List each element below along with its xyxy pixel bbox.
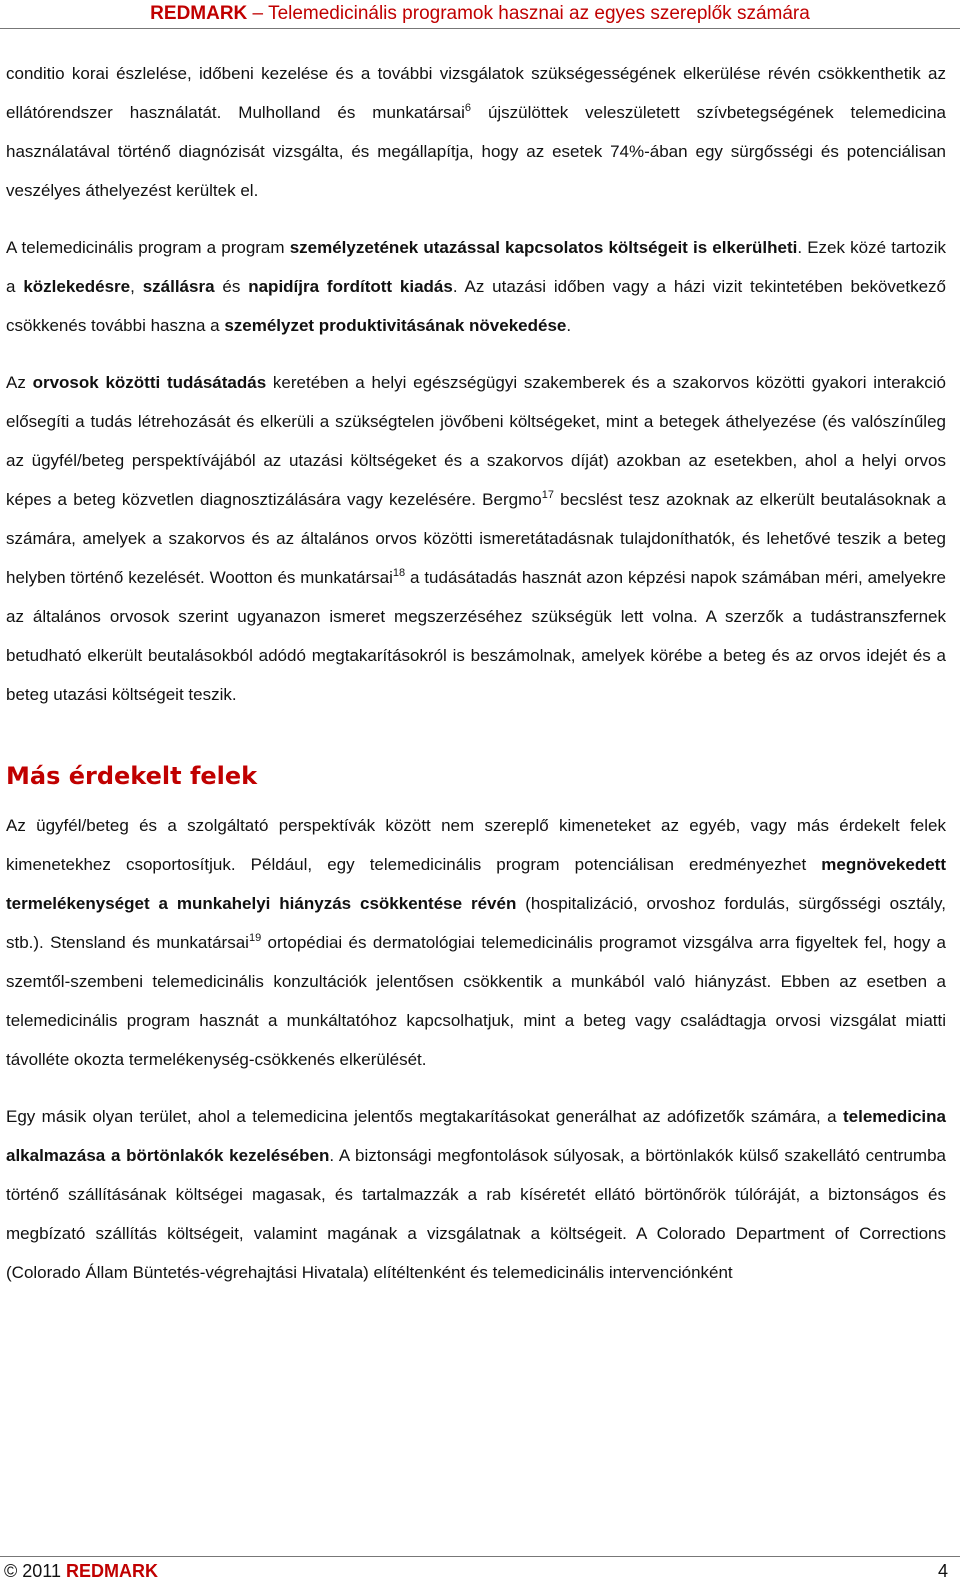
p1-text-a: conditio korai észlelése, időbeni kezelése és a további vizsgálatok szükségességének elkerülése révén csökkenthetik az ellátórendszer használatát. Mulholland és munkatársai — [6, 64, 946, 122]
p3-text-d: becslést tesz azoknak az elkerült beutalásoknak a számára, amelyek a szakorvos és az általános orvos közötti ismeretátadásnak tulajdoníthatók, és lehetővé teszik a beteg helyben történő kezelését. Wootton és munkatársai — [6, 490, 946, 587]
page-number: 4 — [937, 1561, 948, 1581]
p5-bold-1: telemedicina alkalmazása a börtönlakók kezelésében — [6, 1107, 946, 1165]
p2-bold-5: személyzet produktivitásának növekedése — [224, 316, 567, 335]
p2-bold-4: napidíjra fordított kiadás — [248, 277, 453, 296]
p2-text-g: . — [566, 316, 572, 335]
p2-bold-1: személyzetének utazással kapcsolatos költségeit is elkerülheti — [289, 238, 798, 257]
page-header — [0, 0, 960, 29]
paragraph-2 — [6, 228, 946, 345]
p2-bold-3: szállásra — [142, 277, 215, 296]
footnote-ref-6: 6 — [464, 102, 472, 114]
paragraph-1 — [6, 54, 946, 210]
paragraph-4 — [6, 806, 946, 1079]
footnote-ref-18: 18 — [392, 567, 406, 579]
p4-text-d: ortopédiai és dermatológiai telemedicinális programot vizsgálva arra figyeltek fel, hogy a szemtől-szembeni telemedicinális konzultációk jelentősen csökkentik a munkából való hiányzást. Ebben az esetben a telemedicinális program hasznát a munkáltatóhoz kapcsolhatjuk, mint a beteg vagy családtagja orvosi vizsgálat miatti távolléte okozta termelékenység-csökkenés elkerülését. — [6, 933, 946, 1069]
p4-bold-1: megnövekedett termelékenységet a munkahelyi hiányzás csökkentése révén — [6, 855, 946, 913]
p3-text-c: keretében a helyi egészségügyi szakemberek és a szakorvos közötti gyakori interakció elősegíti a tudás létrehozását és elkerüli a szükségtelen jövőbeni költségeket, mint a betegek áthelyezése (és valószínűleg az ügyfél/beteg perspektívájából az utazási költségeket és a szakorvos díját) azokban az esetekben, ahol a helyi orvos képes a beteg közvetlen diagnosztizálására vagy kezelésére. Bergmo — [6, 373, 946, 509]
p2-text-f: . Az utazási időben vagy a házi vizit tekintetében bekövetkező csökkenés további haszna a — [6, 277, 946, 335]
copyright-text: © 2011 — [4, 1561, 66, 1581]
paragraph-5 — [6, 1097, 946, 1292]
document-body — [6, 54, 946, 1310]
p4-text-c: (hospitalizáció, orvoshoz fordulás, sürgősségi osztály, stb.). Stensland és munkatársai — [6, 894, 946, 952]
p3-text-a: Az — [6, 373, 33, 392]
p5-text-c: . A biztonsági megfontolások súlyosak, a börtönlakók külső szakellátó centrumba történő szállításának költségei magasak, és tartalmazzák a rab kíséretét ellátó börtönőrök túlóráját, a biztonságos és megbízató szállítás költségeit, valamint magának a vizsgálatnak a költségeit. A Colorado Department of Corrections (Colorado Állam Büntetés-végrehajtási Hivatala) elítéltenként és telemedicinális intervenciónként — [6, 1146, 946, 1282]
p2-text-a: A telemedicinális program a program — [6, 238, 290, 257]
header-title: – Telemedicinális programok hasznai az egyes szereplők számára — [247, 3, 810, 24]
section-heading: Más érdekelt felek — [6, 762, 258, 790]
footer-copyright — [4, 1557, 158, 1585]
footnote-ref-19: 19 — [248, 932, 262, 944]
paragraph-3 — [6, 363, 946, 714]
p2-text-c: . Ezek közé tartozik a — [6, 238, 947, 296]
footer-brand: REDMARK — [65, 1561, 158, 1581]
p3-text-e: a tudásátadás hasznát azon képzési napok számában méri, amelyekre az általános orvosok szerint ugyanazon ismeret megszerzéséhez szükségük lett volna. A szerzők a tudástranszfernek betudható elkerült beutalásokból adódó megtakarításokról is beszámolnak, amelyek körébe a beteg és az orvos idejét és a beteg utazási költségeit teszik. — [6, 568, 946, 704]
p2-text-d: , — [130, 277, 143, 296]
p1-text-b: újszülöttek veleszületett szívbetegségének telemedicina használatával történő diagnózisát vizsgálta, és megállapítja, hogy az esetek 74%-ában egy sürgősségi és potenciálisan veszélyes áthelyezést kerültek el. — [6, 103, 946, 200]
page-footer — [0, 1556, 960, 1586]
footnote-ref-17: 17 — [541, 489, 554, 501]
p3-bold-1: orvosok közötti tudásátadás — [32, 373, 267, 392]
p2-bold-2: közlekedésre — [23, 277, 131, 296]
header-brand: REDMARK — [150, 3, 248, 24]
p5-text-a: Egy másik olyan terület, ahol a telemedicina jelentős megtakarításokat generálhat az adófizetők számára, a — [6, 1107, 843, 1126]
p2-text-e: és — [214, 277, 249, 296]
p4-text-a: Az ügyfél/beteg és a szolgáltató perspektívák között nem szereplő kimeneteket az egyéb, vagy más érdekelt felek kimenetekhez csoportosítjuk. Például, egy telemedicinális program potenciálisan eredményezhet — [6, 816, 946, 874]
